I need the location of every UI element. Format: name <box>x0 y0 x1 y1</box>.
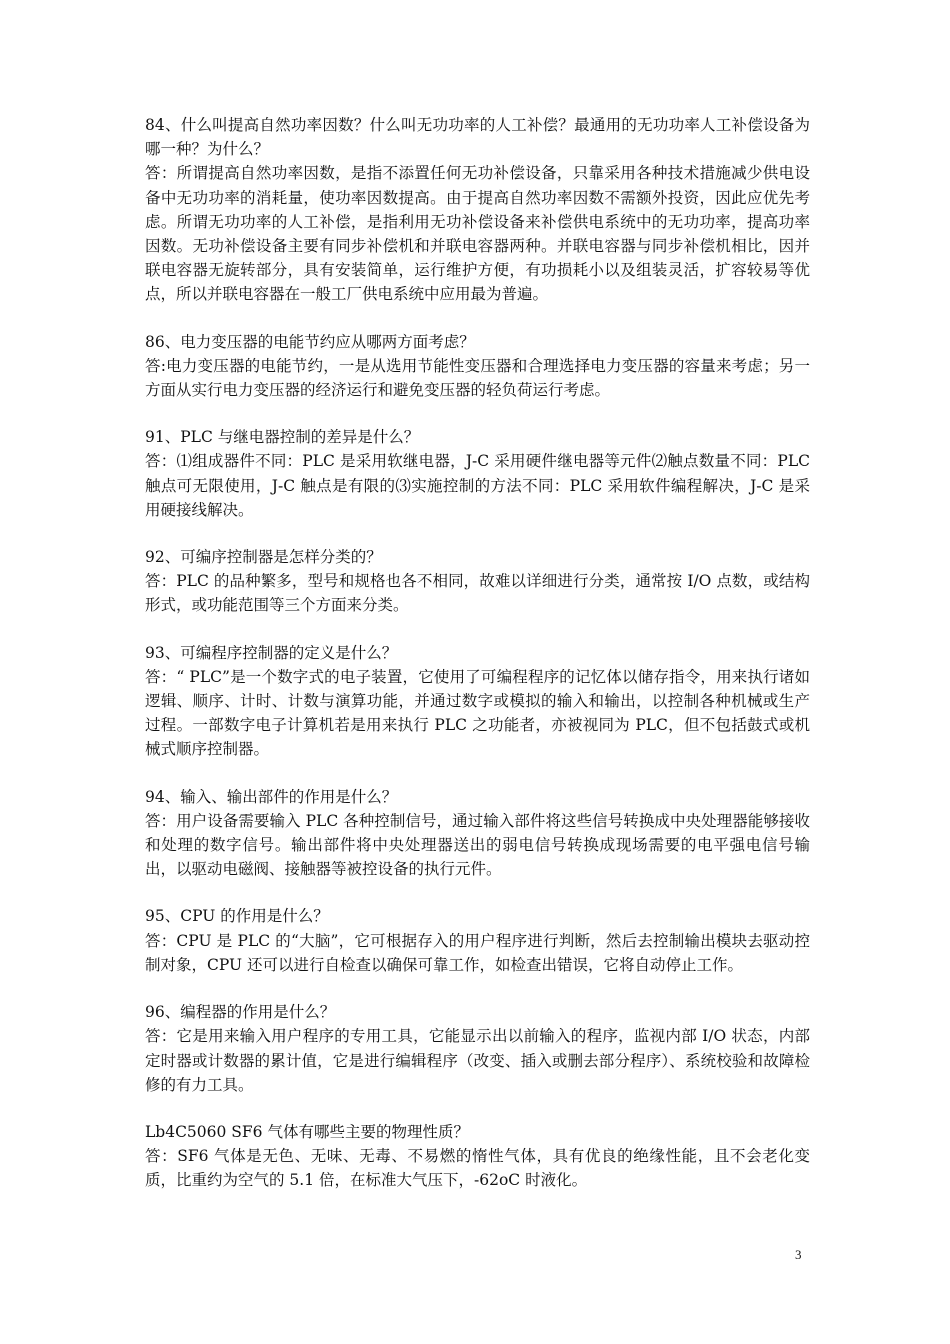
question-text: 95、CPU 的作用是什么？ <box>145 907 329 926</box>
qa-item-86 <box>145 330 810 403</box>
answer-text: 答：“ PLC”是一个数字式的电子装置，它使用了可编程程序的记忆体以储存指令，用来执行诸如逻辑、顺序、计时、计数与演算功能，并通过数字或模拟的输入和输出，以控制各种机械或生产过程。一部数字电子计算机若是用来执行 PLC 之功能者，亦被视同为 PLC，但不包括鼓式或机械式顺序控制器。 <box>145 667 810 759</box>
qa-item-lb4c5060 <box>145 1120 810 1193</box>
qa-item-84 <box>145 113 810 307</box>
answer-text: 答：它是用来输入用户程序的专用工具，它能显示出以前输入的程序，监视内部 I/O 状态，内部定时器或计数器的累计值，它是进行编辑程序（改变、插入或删去部分程序）、系统校验和故障检修的有力工具。 <box>145 1027 810 1094</box>
document-body <box>145 113 810 1216</box>
answer-text: 答：SF6 气体是无色、无味、无毒、不易燃的惰性气体，具有优良的绝缘性能，且不会老化变质，比重约为空气的 5.1 倍，在标准大气压下，-62oC 时液化。 <box>145 1147 810 1190</box>
qa-item-95 <box>145 904 810 977</box>
qa-item-92 <box>145 545 810 618</box>
answer-text: 答：CPU 是 PLC 的“大脑”，它可根据存入的用户程序进行判断，然后去控制输出模块去驱动控制对象，CPU 还可以进行自检查以确保可靠工作，如检查出错误，它将自动停止工作。 <box>145 931 810 974</box>
question-text: 92、可编序控制器是怎样分类的？ <box>145 548 382 567</box>
answer-text: 答：PLC 的品种繁多，型号和规格也各不相同，故难以详细进行分类，通常按 I/O 点数，或结构形式，或功能范围等三个方面来分类。 <box>145 572 810 615</box>
question-text: 84、什么叫提高自然功率因数？什么叫无功功率的人工补偿？最通用的无功功率人工补偿设备为哪一种？为什么？ <box>145 116 810 159</box>
answer-text: 答：所谓提高自然功率因数，是指不添置任何无功补偿设备，只靠采用各种技术措施减少供电设备中无功功率的消耗量，使功率因数提高。由于提高自然功率因数不需额外投资，因此应优先考虑。所谓无功功率的人工补偿，是指利用无功补偿设备来补偿供电系统中的无功功率，提高功率因数。无功补偿设备主要有同步补偿机和并联电容器两种。并联电容器与同步补偿机相比，因并联电容器无旋转部分，具有安装简单，运行维护方便，有功损耗小以及组装灵活，扩容较易等优点，所以并联电容器在一般工厂供电系统中应用最为普遍。 <box>145 164 810 304</box>
question-text: 93、可编程序控制器的定义是什么？ <box>145 643 398 662</box>
qa-item-93 <box>145 641 810 762</box>
qa-item-96 <box>145 1000 810 1097</box>
qa-item-94 <box>145 785 810 882</box>
answer-text: 答:电力变压器的电能节约，一是从选用节能性变压器和合理选择电力变压器的容量来考虑；另一方面从实行电力变压器的经济运行和避免变压器的轻负荷运行考虑。 <box>145 356 810 400</box>
question-text: 91、PLC 与继电器控制的差异是什么？ <box>145 428 420 447</box>
page-number: 3 <box>795 1247 802 1262</box>
answer-text: 答：用户设备需要输入 PLC 各种控制信号，通过输入部件将这些信号转换成中央处理器能够接收和处理的数字信号。输出部件将中央处理器送出的弱电信号转换成现场需要的电平强电信号输出，以驱动电磁阀、接触器等被控设备的执行元件。 <box>145 811 810 879</box>
answer-text: 答：⑴组成器件不同：PLC 是采用软继电器，J-C 采用硬件继电器等元件⑵触点数量不同：PLC 触点可无限使用，J-C 触点是有限的⑶实施控制的方法不同：PLC 采用软件编程解决，J-C 是采用硬接线解决。 <box>145 452 810 519</box>
question-text: 86、电力变压器的电能节约应从哪两方面考虑？ <box>145 332 475 351</box>
question-text: Lb4C5060 SF6 气体有哪些主要的物理性质？ <box>145 1122 469 1141</box>
qa-item-91 <box>145 425 810 522</box>
question-text: 96、编程器的作用是什么？ <box>145 1003 336 1022</box>
question-text: 94、输入、输出部件的作用是什么？ <box>145 787 398 806</box>
